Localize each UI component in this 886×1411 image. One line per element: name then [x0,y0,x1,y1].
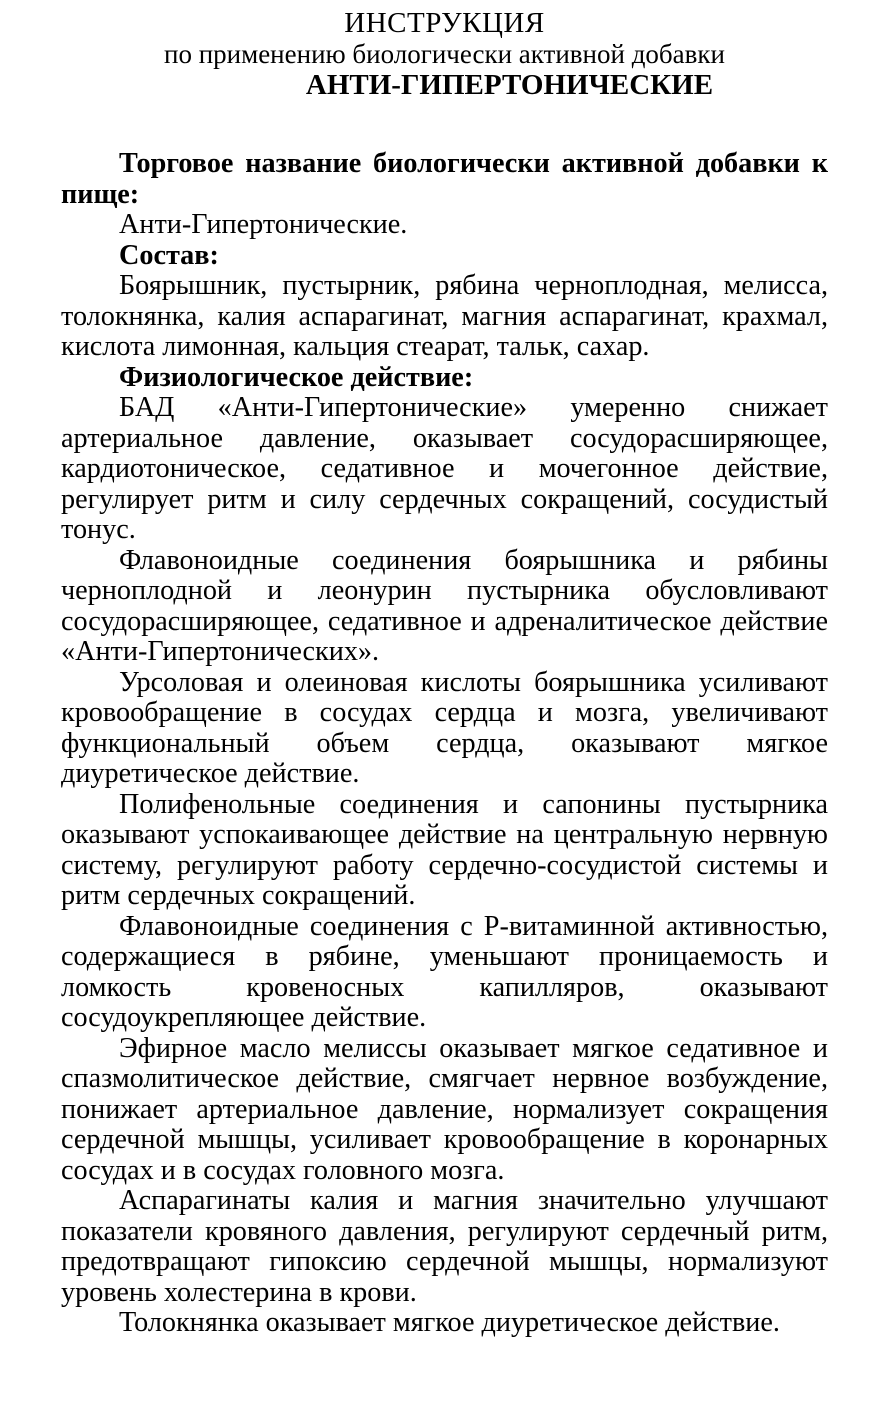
document-header [61,8,828,101]
trade-name-heading: Торговое название биологически активной добавки к пище: [61,148,828,210]
action-paragraph: Урсоловая и олеиновая кислоты боярышника усиливают кровообращение в сосудах сердца и мозга, увеличивают функциональный объем сердца, оказывают мягкое диуретическое действие. [61,666,828,789]
product-name: АНТИ-ГИПЕРТОНИЧЕСКИЕ [305,69,714,101]
action-paragraph: Толокнянка оказывает мягкое диуретическое действие. [119,1307,780,1338]
action-paragraph: Эфирное масло мелиссы оказывает мягкое седативное и спазмолитическое действие, смягчает нервное возбуждение, понижает артериальное давление, нормализует сокращения сердечной мышцы, усиливает кровообращение в коронарных сосудах и в сосудах головного мозга. [61,1032,828,1186]
action-heading: Физиологическое действие: [119,361,474,393]
action-paragraph: Полифенольные соединения и сапонины пустырника оказывают успокаивающее действие на центральную нервную систему, регулируют работу сердечно-сосудистой системы и ритм сердечных сокращений. [61,788,828,911]
action-paragraph: Флавоноидные соединения с Р-витаминной активностью, содержащиеся в рябине, уменьшают проницаемость и ломкость кровеносных капилляров, оказывают сосудоукрепляющее действие. [61,910,828,1033]
composition-value: Боярышник, пустырник, рябина черноплодная, мелисса, толокнянка, калия аспарагинат, магния аспарагинат, крахмал, кислота лимонная, кальция стеарат, тальк, сахар. [61,270,828,362]
document-subtitle: по применению биологически активной добавки [164,39,725,69]
action-paragraph: Флавоноидные соединения боярышника и рябины черноплодной и леонурин пустырника обусловливают сосудорасширяющее, седативное и адреналитическое действие «Анти-Гипертонических». [61,544,828,667]
trade-name-value: Анти-Гипертонические. [119,209,408,240]
document-body [61,149,828,1339]
document-type: ИНСТРУКЦИЯ [344,7,545,39]
action-paragraph: БАД «Анти-Гипертонические» умеренно снижает артериальное давление, оказывает сосудорасширяющее, кардиотоническое, седативное и мочегонное действие, регулирует ритм и силу сердечных сокращений, сосудистый тонус. [61,392,828,545]
action-paragraph: Аспарагинаты калия и магния значительно улучшают показатели кровяного давления, регулируют сердечный ритм, предотвращают гипоксию сердечной мышцы, нормализуют уровень холестерина в крови. [61,1185,828,1308]
composition-heading: Состав: [119,239,219,271]
